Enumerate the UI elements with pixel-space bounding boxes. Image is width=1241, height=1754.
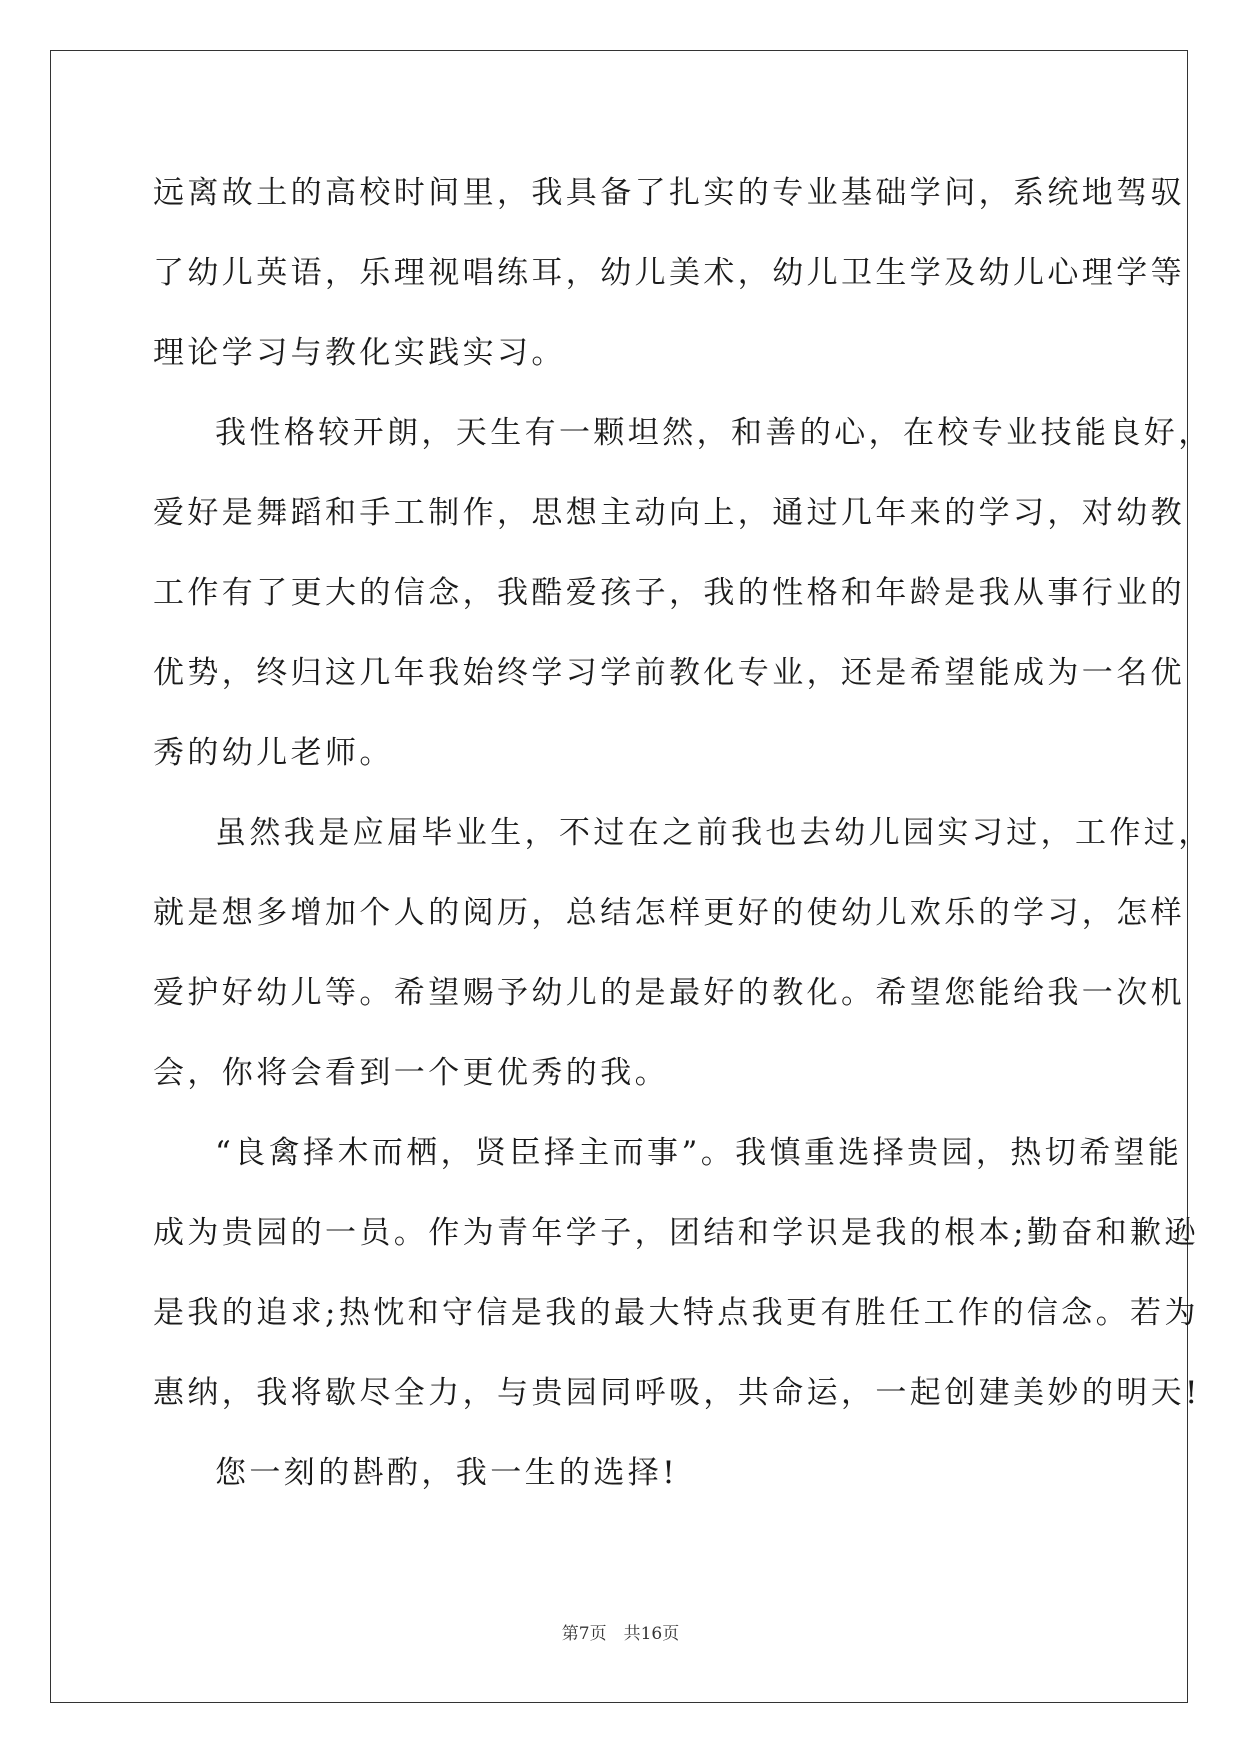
text-line: 远离故土的高校时间里，我具备了扎实的专业基础学问，系统地驾驭 (153, 175, 1185, 211)
paragraph-start-line: “良禽择木而栖，贤臣择主而事”。我慎重选择贵园，热切希望能 (215, 1135, 1183, 1171)
text-line: 爱好是舞蹈和手工制作，思想主动向上，通过几年来的学习，对幼教 (153, 495, 1185, 531)
paragraph-start-line: 虽然我是应届毕业生，不过在之前我也去幼儿园实习过，工作过， (215, 815, 1213, 851)
text-line: 惠纳，我将歇尽全力，与贵园同呼吸，共命运，一起创建美妙的明天! (153, 1375, 1201, 1411)
text-line: 就是想多增加个人的阅历，总结怎样更好的使幼儿欢乐的学习，怎样 (153, 895, 1185, 931)
text-line: 爱护好幼儿等。希望赐予幼儿的是最好的教化。希望您能给我一次机 (153, 975, 1185, 1011)
paragraph-start-line: 您一刻的斟酌，我一生的选择! (215, 1455, 679, 1491)
text-line: 了幼儿英语，乐理视唱练耳，幼儿美术，幼儿卫生学及幼儿心理学等 (153, 255, 1185, 291)
document-body (153, 163, 1213, 1523)
page-number-footer: 第7页 共16页 (561, 1624, 680, 1644)
text-line: 成为贵园的一员。作为青年学子，团结和学识是我的根本;勤奋和歉逊 (153, 1215, 1199, 1251)
text-line: 优势，终归这几年我始终学习学前教化专业，还是希望能成为一名优 (153, 655, 1185, 691)
text-line: 是我的追求;热忱和守信是我的最大特点我更有胜任工作的信念。若为 (153, 1295, 1199, 1331)
text-line: 会，你将会看到一个更优秀的我。 (153, 1055, 669, 1091)
text-line: 理论学习与教化实践实习。 (153, 335, 566, 371)
text-line: 工作有了更大的信念，我酷爱孩子，我的性格和年龄是我从事行业的 (153, 575, 1185, 611)
paragraph-start-line: 我性格较开朗，天生有一颗坦然，和善的心，在校专业技能良好， (215, 415, 1213, 451)
text-line: 秀的幼儿老师。 (153, 735, 394, 771)
